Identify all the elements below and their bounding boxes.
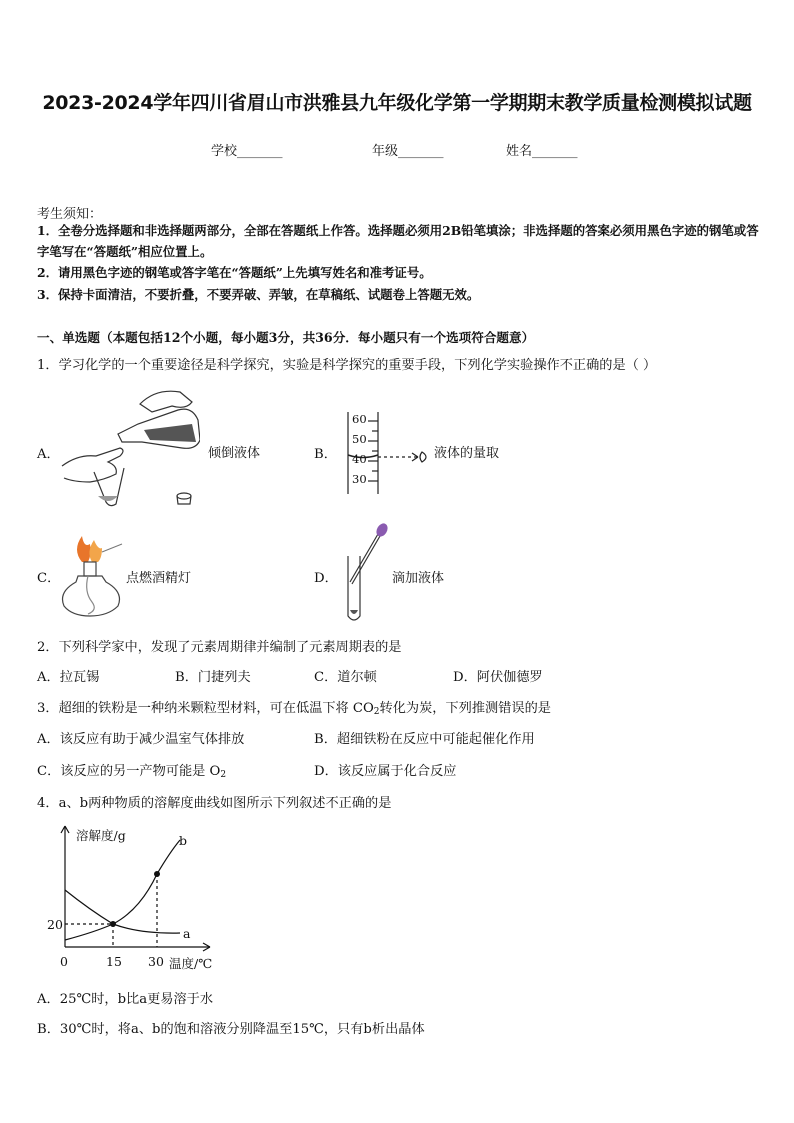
x-origin-label: 0: [60, 954, 68, 969]
notice-item-2: 2．请用黑色字迹的钢笔或答字笔在“答题纸”上先填写姓名和准考证号。: [37, 265, 432, 280]
q2-stem: 2．下列科学家中，发现了元素周期律并编制了元素周期表的是: [37, 640, 402, 655]
q3-option-c: C．该反应的另一产物可能是 $O_2$: [37, 764, 227, 780]
y-tick-20: 20: [47, 917, 63, 932]
page-title: 2023-2024学年四川省眉山市洪雅县九年级化学第一学期期末教学质量检测模拟试题: [42, 92, 752, 114]
q2-option-c: C．道尔顿: [314, 670, 377, 685]
notice-item-1: 1．全卷分选择题和非选择题两部分，全部在答题纸上作答。选择题必须用2B铅笔填涂；非选择题的答案必须用黑色字迹的钢笔或答字笔写在“答题纸”相应位置上。: [37, 223, 759, 259]
solubility-chart: [40, 822, 230, 972]
q4-stem: 4．a、b两种物质的溶解度曲线如图所示下列叙述不正确的是: [37, 796, 392, 811]
x-tick-15: 15: [106, 954, 122, 969]
q3-option-d: D．该反应属于化合反应: [314, 764, 457, 779]
q1-option-b-letter: B．: [314, 447, 337, 462]
cylinder-tick-30: 30: [352, 472, 367, 486]
alcohol-lamp-figure: [58, 532, 128, 622]
curve-b-label: b: [179, 833, 188, 848]
chart-xlabel: 温度/℃: [169, 956, 213, 971]
chart-ylabel: 溶解度/g: [76, 828, 126, 843]
q1-option-d-letter: D．: [314, 571, 338, 586]
q1-option-b-caption: 液体的量取: [434, 446, 500, 461]
curve-a: [65, 890, 180, 933]
q1-stem: 1．学习化学的一个重要途径是科学探究，实验是科学探究的重要手段，下列化学实验操作不正确的是（ ）: [37, 358, 657, 373]
q4-option-b: B．30℃时，将a、b的饱和溶液分别降温至15℃，只有b析出晶体: [37, 1022, 425, 1037]
q2-option-a: A．拉瓦锡: [37, 670, 100, 685]
q3-stem: 3．超细的铁粉是一种纳米颗粒型材料，可在低温下将 $CO_2$转化为炭，下列推测错误的是: [37, 701, 551, 717]
q3-option-b: B．超细铁粉在反应中可能起催化作用: [314, 732, 535, 747]
name-field: 姓名_______: [506, 144, 578, 159]
school-field: 学校_______: [211, 144, 283, 159]
q4-option-a: A．25℃时，b比a更易溶于水: [37, 992, 214, 1007]
grade-field: 年级_______: [372, 144, 444, 159]
curve-a-label: a: [183, 926, 191, 941]
q1-option-a-letter: A．: [37, 447, 60, 462]
q1-option-a-caption: 倾倒液体: [208, 446, 261, 461]
q1-option-c-caption: 点燃酒精灯: [126, 571, 192, 586]
section-heading: 一、单选题（本题包括12个小题，每小题3分，共36分．每小题只有一个选项符合题意）: [37, 330, 535, 345]
intersection-point: [110, 921, 116, 927]
notice-heading: 考生须知：: [37, 207, 103, 222]
notice-item-3: 3．保持卡面清洁，不要折叠，不要弄破、弄皱，在草稿纸、试题卷上答题无效。: [37, 287, 480, 302]
x-tick-30: 30: [148, 954, 164, 969]
q1-option-c-letter: C．: [37, 571, 61, 586]
cylinder-tick-50: 50: [352, 432, 367, 446]
b-at-30-point: [154, 871, 160, 877]
q1-option-d-caption: 滴加液体: [392, 571, 445, 586]
pouring-liquid-figure: [60, 384, 200, 510]
cylinder-tick-40: 40: [352, 452, 367, 466]
dropping-liquid-figure: [340, 520, 390, 626]
cylinder-tick-60: 60: [352, 412, 367, 426]
curve-b: [65, 840, 180, 940]
q2-option-b: B．门捷列夫: [175, 670, 251, 685]
q2-option-d: D．阿伏伽德罗: [453, 670, 543, 685]
q3-option-a: A．该反应有助于减少温室气体排放: [37, 732, 245, 747]
